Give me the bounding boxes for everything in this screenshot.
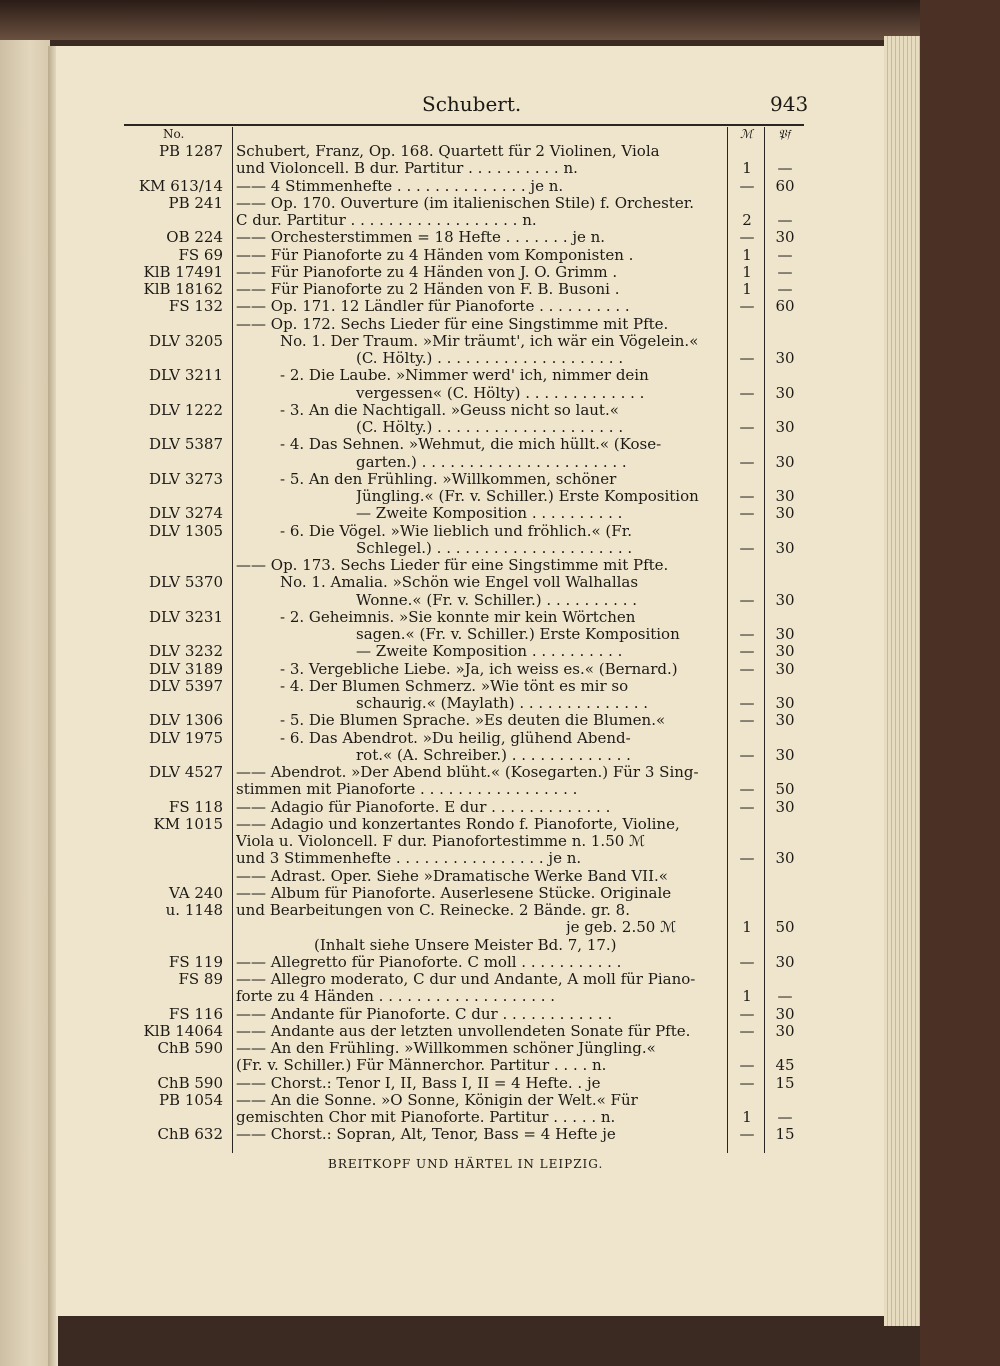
entry-text: —— An die Sonne. »O Sonne, Königin der Welt.« Für (236, 1091, 638, 1109)
catalog-number: KlB 14064 (143, 1021, 223, 1040)
price-pfennig: 30 (775, 228, 795, 247)
price-mark: — (739, 849, 755, 868)
catalog-number: DLV 3274 (149, 504, 223, 523)
price-mark: — (739, 487, 755, 505)
price-pfennig: — (777, 987, 793, 1006)
entry-text: vergessen« (C. Hölty) . . . . . . . . . . . . . (356, 384, 645, 402)
entry-text: - 6. Die Vögel. »Wie lieblich und fröhlich.« (Fr. (280, 522, 632, 540)
entry-text: stimmen mit Pianoforte . . . . . . . . . . . . . . . . . (236, 781, 578, 799)
entry-text: - 4. Der Blumen Schmerz. »Wie tönt es mir so (280, 677, 629, 695)
price-pfennig: 50 (775, 918, 795, 937)
catalog-number: FS 69 (178, 245, 223, 264)
price-mark: — (739, 797, 755, 816)
catalog-row (0, 1023, 1000, 1040)
entry-text: C dur. Partitur . . . . . . . . . . . . . . . . . . n. (236, 212, 537, 229)
price-mark: 1 (742, 1108, 752, 1126)
price-pfennig: — (777, 1108, 793, 1126)
entry-text: Viola u. Violoncell. F dur. Pianofortestimme n. 1.50 ℳ (236, 833, 646, 850)
catalog-row (0, 919, 1000, 936)
entry-text: —— Album für Pianoforte. Auserlesene Stücke. Originale (236, 884, 672, 902)
catalog-row (0, 902, 1000, 919)
entry-text: No. 1. Amalia. »Schön wie Engel voll Walhallas (280, 574, 639, 592)
catalog-row (0, 833, 1000, 850)
price-mark: — (739, 538, 755, 557)
catalog-number: ChB 590 (157, 1039, 223, 1057)
price-pfennig: 30 (775, 487, 795, 505)
catalog-row (0, 264, 1000, 281)
entry-text: —— Op. 172. Sechs Lieder für eine Singstimme mit Pfte. (236, 315, 669, 333)
entry-text: — Zweite Komposition . . . . . . . . . . (356, 505, 623, 523)
catalog-row (0, 1040, 1000, 1057)
price-mark: — (739, 745, 755, 764)
catalog-row (0, 764, 1000, 781)
entry-text: garten.) . . . . . . . . . . . . . . . . . . . . . . (356, 453, 627, 471)
catalog-row (0, 454, 1000, 471)
catalog-row (0, 574, 1000, 591)
price-mark: 1 (742, 245, 752, 264)
entry-text: —— Für Pianoforte zu 4 Händen von J. O. Grimm . (236, 263, 618, 281)
catalog-row (0, 316, 1000, 333)
entry-text: —— Orchesterstimmen = 18 Hefte . . . . . . . je n. (236, 229, 606, 247)
price-mark: — (739, 1125, 755, 1144)
catalog-row (0, 178, 1000, 195)
price-mark: — (739, 625, 755, 643)
entry-text: (Inhalt siehe Unsere Meister Bd. 7, 17.) (314, 936, 617, 954)
price-mark: 2 (742, 211, 752, 229)
entry-text: —— Chorst.: Tenor I, II, Bass I, II = 4 Hefte. . je (236, 1074, 601, 1092)
catalog-row (0, 937, 1000, 954)
entry-text: Schlegel.) . . . . . . . . . . . . . . . . . . . . . (356, 539, 633, 557)
price-pfennig: — (777, 159, 793, 178)
catalog-row (0, 678, 1000, 695)
catalog-row (0, 781, 1000, 798)
catalog-row (0, 643, 1000, 660)
catalog-row (0, 747, 1000, 764)
price-mark: — (739, 711, 755, 730)
price-mark: — (739, 297, 755, 316)
catalog-number: DLV 3189 (149, 659, 223, 678)
catalog-row (0, 488, 1000, 505)
catalog-row (0, 385, 1000, 402)
price-mark: 1 (742, 159, 752, 178)
price-pfennig: 30 (775, 849, 795, 868)
catalog-row (0, 592, 1000, 609)
price-pfennig: 30 (775, 452, 795, 471)
catalog-number: PB 1054 (158, 1090, 223, 1109)
catalog-number: FS 132 (168, 297, 223, 316)
publisher-imprint: BREITKOPF UND HÄRTEL IN LEIPZIG. (328, 1157, 604, 1171)
price-pfennig: 30 (775, 504, 795, 523)
entry-text: gemischten Chor mit Pianoforte. Partitur . . . . . n. (236, 1109, 616, 1126)
book-top-edge (0, 0, 1000, 40)
catalog-number: PB 1287 (158, 142, 223, 160)
entry-text: forte zu 4 Händen . . . . . . . . . . . . . . . . . . . (236, 988, 556, 1006)
entry-text: und Violoncell. B dur. Partitur . . . . . . . . . . n. (236, 160, 578, 178)
catalog-number: DLV 1222 (149, 400, 223, 419)
running-head: Schubert. (422, 92, 522, 116)
catalog-row (0, 730, 1000, 747)
entry-text: —— Andante aus der letzten unvollendeten Sonate für Pfte. (236, 1022, 691, 1040)
catalog-row (0, 505, 1000, 522)
entry-text: —— Chorst.: Sopran, Alt, Tenor, Bass = 4 Hefte je (236, 1126, 616, 1144)
price-mark: 1 (742, 987, 752, 1006)
entry-text: —— An den Frühling. »Willkommen schöner Jüngling.« (236, 1040, 656, 1057)
entry-text: - 5. Die Blumen Sprache. »Es deuten die Blumen.« (280, 712, 666, 730)
catalog-row (0, 626, 1000, 643)
price-pfennig: 30 (775, 797, 795, 816)
catalog-row (0, 281, 1000, 298)
price-mark: 1 (742, 918, 752, 937)
catalog-number: DLV 3211 (149, 366, 223, 385)
catalog-row (0, 557, 1000, 574)
catalog-row (0, 143, 1000, 160)
catalog-number: PB 241 (168, 193, 223, 212)
catalog-row (0, 988, 1000, 1005)
catalog-row (0, 523, 1000, 540)
price-mark: — (739, 1004, 755, 1023)
price-pfennig: 30 (775, 1021, 795, 1040)
page-number: 943 (770, 92, 809, 116)
entry-text: No. 1. Der Traum. »Mir träumt', ich wär ein Vögelein.« (280, 332, 699, 350)
catalog-row (0, 850, 1000, 867)
catalog-number: ChB 632 (157, 1125, 223, 1144)
entry-text: — Zweite Komposition . . . . . . . . . . (356, 643, 623, 661)
catalog-row (0, 540, 1000, 557)
price-pfennig: 30 (775, 745, 795, 764)
entry-text: (C. Hölty.) . . . . . . . . . . . . . . . . . . . . (356, 419, 624, 436)
entry-text: - 4. Das Sehnen. »Wehmut, die mich hüllt.« (Kose- (280, 436, 662, 454)
price-mark: 1 (742, 280, 752, 298)
catalog-row (0, 298, 1000, 315)
price-mark: — (739, 176, 755, 195)
price-mark: — (739, 349, 755, 367)
entry-text: - 2. Geheimnis. »Sie konnte mir kein Wörtchen (280, 608, 636, 626)
entry-text: - 3. Vergebliche Liebe. »Ja, ich weiss es.« (Bernard.) (280, 660, 678, 678)
entry-text: —— Abendrot. »Der Abend blüht.« (Kosegarten.) Für 3 Sing- (236, 764, 699, 781)
catalog-row (0, 419, 1000, 436)
catalog-row (0, 212, 1000, 229)
catalog-number: OB 224 (166, 228, 223, 247)
entry-text: —— Adagio und konzertantes Rondo f. Pianoforte, Violine, (236, 815, 680, 833)
price-pfennig: 30 (775, 711, 795, 730)
price-mark: — (739, 659, 755, 678)
catalog-number: DLV 3205 (149, 331, 223, 350)
price-pfennig: 15 (775, 1073, 795, 1092)
entry-text: - 2. Die Laube. »Nimmer werd' ich, nimmer dein (280, 367, 649, 385)
entry-text: —— Für Pianoforte zu 2 Händen von F. B. Busoni . (236, 281, 620, 298)
catalog-row (0, 333, 1000, 350)
price-mark: — (739, 694, 755, 712)
entry-text: —— 4 Stimmenhefte . . . . . . . . . . . . . . je n. (236, 177, 564, 195)
catalog-row (0, 229, 1000, 246)
price-mark: — (739, 590, 755, 609)
entry-text: rot.« (A. Schreiber.) . . . . . . . . . . . . . (356, 746, 631, 764)
catalog-number: DLV 5370 (149, 573, 223, 592)
entry-text: —— Adrast. Oper. Siehe »Dramatische Werke Band VII.« (236, 867, 668, 885)
entry-text: —— Allegro moderato, C dur und Andante, A moll für Piano- (236, 971, 696, 988)
catalog-number: KM 613/14 (138, 176, 223, 195)
catalog-row (0, 247, 1000, 264)
catalog-number: u. 1148 (165, 901, 223, 919)
catalog-row (0, 695, 1000, 712)
catalog-row (0, 1006, 1000, 1023)
price-pfennig: 15 (775, 1125, 795, 1144)
catalog-row (0, 1075, 1000, 1092)
catalog-row (0, 954, 1000, 971)
catalog-number: DLV 3231 (149, 607, 223, 626)
entry-text: und Bearbeitungen von C. Reinecke. 2 Bände. gr. 8. (236, 902, 630, 919)
catalog-row (0, 1126, 1000, 1143)
entry-text: sagen.« (Fr. v. Schiller.) Erste Komposition (356, 626, 680, 643)
entry-text: Wonne.« (Fr. v. Schiller.) . . . . . . . . . . (356, 591, 638, 609)
price-pfennig: 30 (775, 538, 795, 557)
catalog-number: DLV 1306 (149, 711, 223, 730)
entry-text: je geb. 2.50 ℳ (566, 919, 677, 937)
price-pfennig: 30 (775, 694, 795, 712)
catalog-number: KlB 17491 (143, 262, 223, 281)
price-pfennig: — (777, 262, 793, 281)
header-rule (124, 124, 804, 126)
price-mark: — (739, 1073, 755, 1092)
price-pfennig: 30 (775, 1004, 795, 1023)
entry-text: —— Andante für Pianoforte. C dur . . . . . . . . . . . . (236, 1005, 613, 1023)
catalog-number: FS 119 (168, 952, 223, 971)
catalog-row (0, 868, 1000, 885)
price-pfennig: — (777, 245, 793, 264)
price-pfennig: 30 (775, 383, 795, 402)
price-mark: — (739, 952, 755, 971)
catalog-number: VA 240 (168, 883, 223, 902)
catalog-row (0, 816, 1000, 833)
catalog-number: KlB 18162 (143, 280, 223, 298)
price-pfennig: — (777, 280, 793, 298)
price-pfennig: 30 (775, 625, 795, 643)
catalog-number: FS 116 (168, 1004, 223, 1023)
column-head-mark: ℳ (740, 127, 753, 141)
catalog-row (0, 1109, 1000, 1126)
price-mark: — (739, 1056, 755, 1075)
catalog-row (0, 195, 1000, 212)
catalog-number: ChB 590 (157, 1073, 223, 1092)
catalog-row (0, 436, 1000, 453)
entry-text: und 3 Stimmenhefte . . . . . . . . . . . . . . . . je n. (236, 850, 582, 868)
price-pfennig: 30 (775, 952, 795, 971)
catalog-number: KM 1015 (153, 814, 223, 833)
catalog-number: DLV 1975 (149, 728, 223, 747)
catalog-row (0, 609, 1000, 626)
catalog-number: DLV 3232 (149, 642, 223, 661)
entry-text: —— Op. 170. Ouverture (im italienischen Stile) f. Orchester. (236, 194, 695, 212)
catalog-number: DLV 3273 (149, 469, 223, 488)
catalog-row (0, 402, 1000, 419)
column-head-no: No. (163, 127, 185, 141)
price-pfennig: 30 (775, 349, 795, 367)
price-mark: — (739, 418, 755, 436)
catalog-number: DLV 5397 (149, 676, 223, 695)
price-mark: — (739, 452, 755, 471)
entry-text: (Fr. v. Schiller.) Für Männerchor. Partitur . . . . n. (236, 1057, 607, 1075)
entry-text: —— Allegretto für Pianoforte. C moll . . . . . . . . . . . (236, 953, 622, 971)
catalog-row (0, 799, 1000, 816)
catalog-row (0, 1057, 1000, 1074)
entry-text: —— Op. 173. Sechs Lieder für eine Singstimme mit Pfte. (236, 557, 669, 574)
catalog-number: DLV 1305 (149, 521, 223, 540)
entry-text: —— Für Pianoforte zu 4 Händen vom Komponisten . (236, 246, 634, 264)
catalog-number: DLV 4527 (149, 763, 223, 781)
catalog-number: FS 118 (168, 797, 223, 816)
price-mark: — (739, 228, 755, 247)
price-pfennig: 60 (775, 297, 795, 316)
entry-text: - 3. An die Nachtigall. »Geuss nicht so laut.« (280, 401, 619, 419)
price-pfennig: 30 (775, 659, 795, 678)
catalog-row (0, 661, 1000, 678)
catalog-row (0, 971, 1000, 988)
entry-text: Schubert, Franz, Op. 168. Quartett für 2 Violinen, Viola (236, 143, 660, 160)
price-pfennig: — (777, 211, 793, 229)
price-mark: — (739, 1021, 755, 1040)
price-pfennig: 30 (775, 590, 795, 609)
entry-text: - 5. An den Frühling. »Willkommen, schöner (280, 470, 617, 488)
catalog-row (0, 160, 1000, 177)
price-pfennig: 30 (775, 418, 795, 436)
price-pfennig: 45 (775, 1056, 795, 1075)
catalog-row (0, 1092, 1000, 1109)
price-mark: — (739, 383, 755, 402)
catalog-row (0, 712, 1000, 729)
entry-text: - 6. Das Abendrot. »Du heilig, glühend Abend- (280, 729, 631, 747)
catalog-number: FS 89 (178, 970, 223, 988)
catalog-row (0, 367, 1000, 384)
entry-text: Jüngling.« (Fr. v. Schiller.) Erste Komposition (356, 488, 699, 505)
column-head-pf: 𝔓𝔣 (778, 127, 791, 141)
entry-text: —— Op. 171. 12 Ländler für Pianoforte . . . . . . . . . . (236, 298, 630, 316)
entry-text: schaurig.« (Maylath) . . . . . . . . . . . . . . (356, 695, 649, 712)
catalog-row (0, 471, 1000, 488)
catalog-row (0, 350, 1000, 367)
entry-text: (C. Hölty.) . . . . . . . . . . . . . . . . . . . . (356, 350, 624, 367)
price-pfennig: 50 (775, 780, 795, 799)
price-mark: — (739, 642, 755, 661)
catalog-row (0, 885, 1000, 902)
price-mark: 1 (742, 262, 752, 281)
entry-text: —— Adagio für Pianoforte. E dur . . . . . . . . . . . . . (236, 798, 611, 816)
price-pfennig: 60 (775, 176, 795, 195)
catalog-number: DLV 5387 (149, 435, 223, 454)
price-mark: — (739, 780, 755, 799)
price-pfennig: 30 (775, 642, 795, 661)
price-mark: — (739, 504, 755, 523)
